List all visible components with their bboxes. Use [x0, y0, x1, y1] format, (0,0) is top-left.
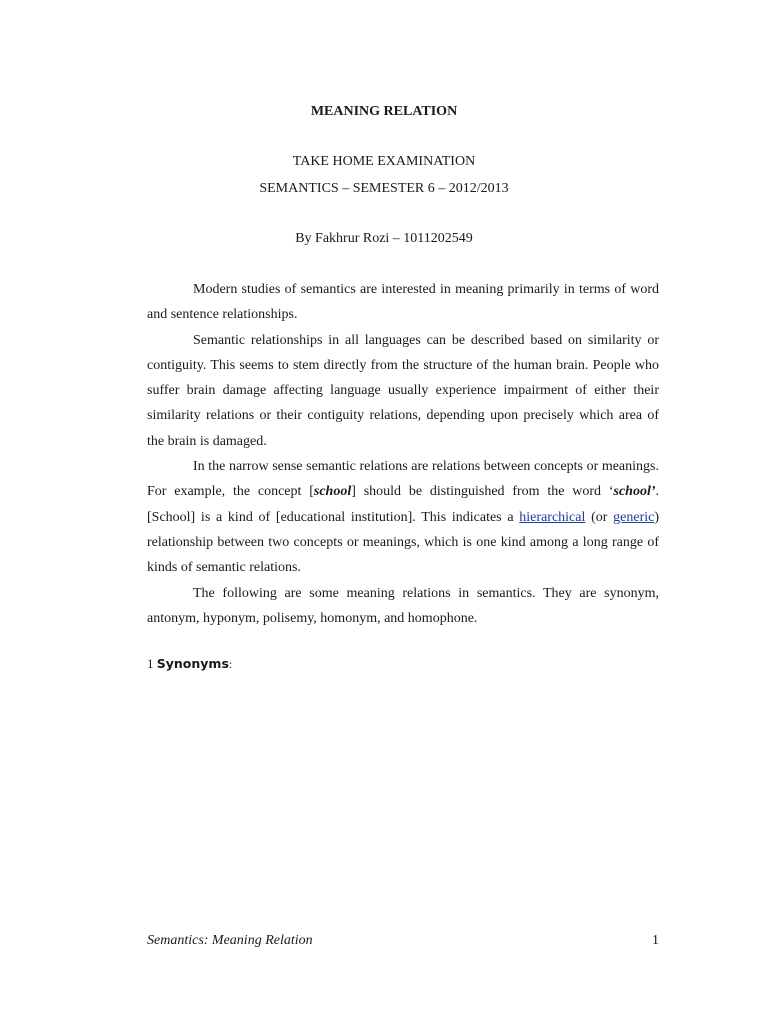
- paragraph-3-text-5: ) relationship between two concepts or meanings, which is one kind among a long range of kinds of semantic relations.: [147, 509, 660, 576]
- emphasis-school-concept: school: [313, 484, 352, 500]
- paragraph-2: Semantic relationships in all languages can be described based on similarity or contiguity. This seems to stem directly from the structure of the human brain. People who suffer brain damage affecting language usually experience impairment of either their similarity relations or their contiguity relations, depending upon precisely which area of the brain is damaged.: [147, 332, 659, 449]
- document-body: [147, 277, 659, 631]
- page-number: 1: [652, 933, 659, 948]
- exam-type-line: TAKE HOME EXAMINATION: [292, 154, 476, 169]
- paragraph-3-text-2: ] should be distinguished from the word ‘: [351, 484, 614, 500]
- hierarchical-link[interactable]: hierarchical: [519, 509, 586, 525]
- generic-link[interactable]: generic: [613, 509, 655, 525]
- paragraph-3: [147, 454, 659, 580]
- author-line: By Fakhrur Rozi – 1011202549: [295, 231, 473, 246]
- section-colon: :: [228, 657, 233, 671]
- emphasis-school-word: school’: [613, 484, 656, 500]
- paragraph-3-text-1: In the narrow sense semantic relations are relations between concepts or meanings. For example, the concept [: [147, 459, 659, 500]
- paragraph-3-text-3: . [School] is a kind of [educational institution]. This indicates a: [147, 484, 659, 525]
- section-label: Synonyms: [156, 656, 229, 671]
- footer-title: Semantics: Meaning Relation: [147, 933, 313, 948]
- paragraph-1: Modern studies of semantics are interested in meaning primarily in terms of word and sentence relationships.: [147, 282, 659, 323]
- paragraph-3-text-4: (or: [585, 509, 614, 525]
- course-semester-line: SEMANTICS – SEMESTER 6 – 2012/2013: [259, 181, 509, 196]
- document-title: MEANING RELATION: [310, 104, 458, 119]
- section-heading-synonyms: [147, 655, 232, 673]
- paragraph-4: The following are some meaning relations in semantics. They are synonym, antonym, hyponym, polisemy, homonym, and homophone.: [147, 585, 659, 626]
- section-number: 1: [147, 656, 154, 671]
